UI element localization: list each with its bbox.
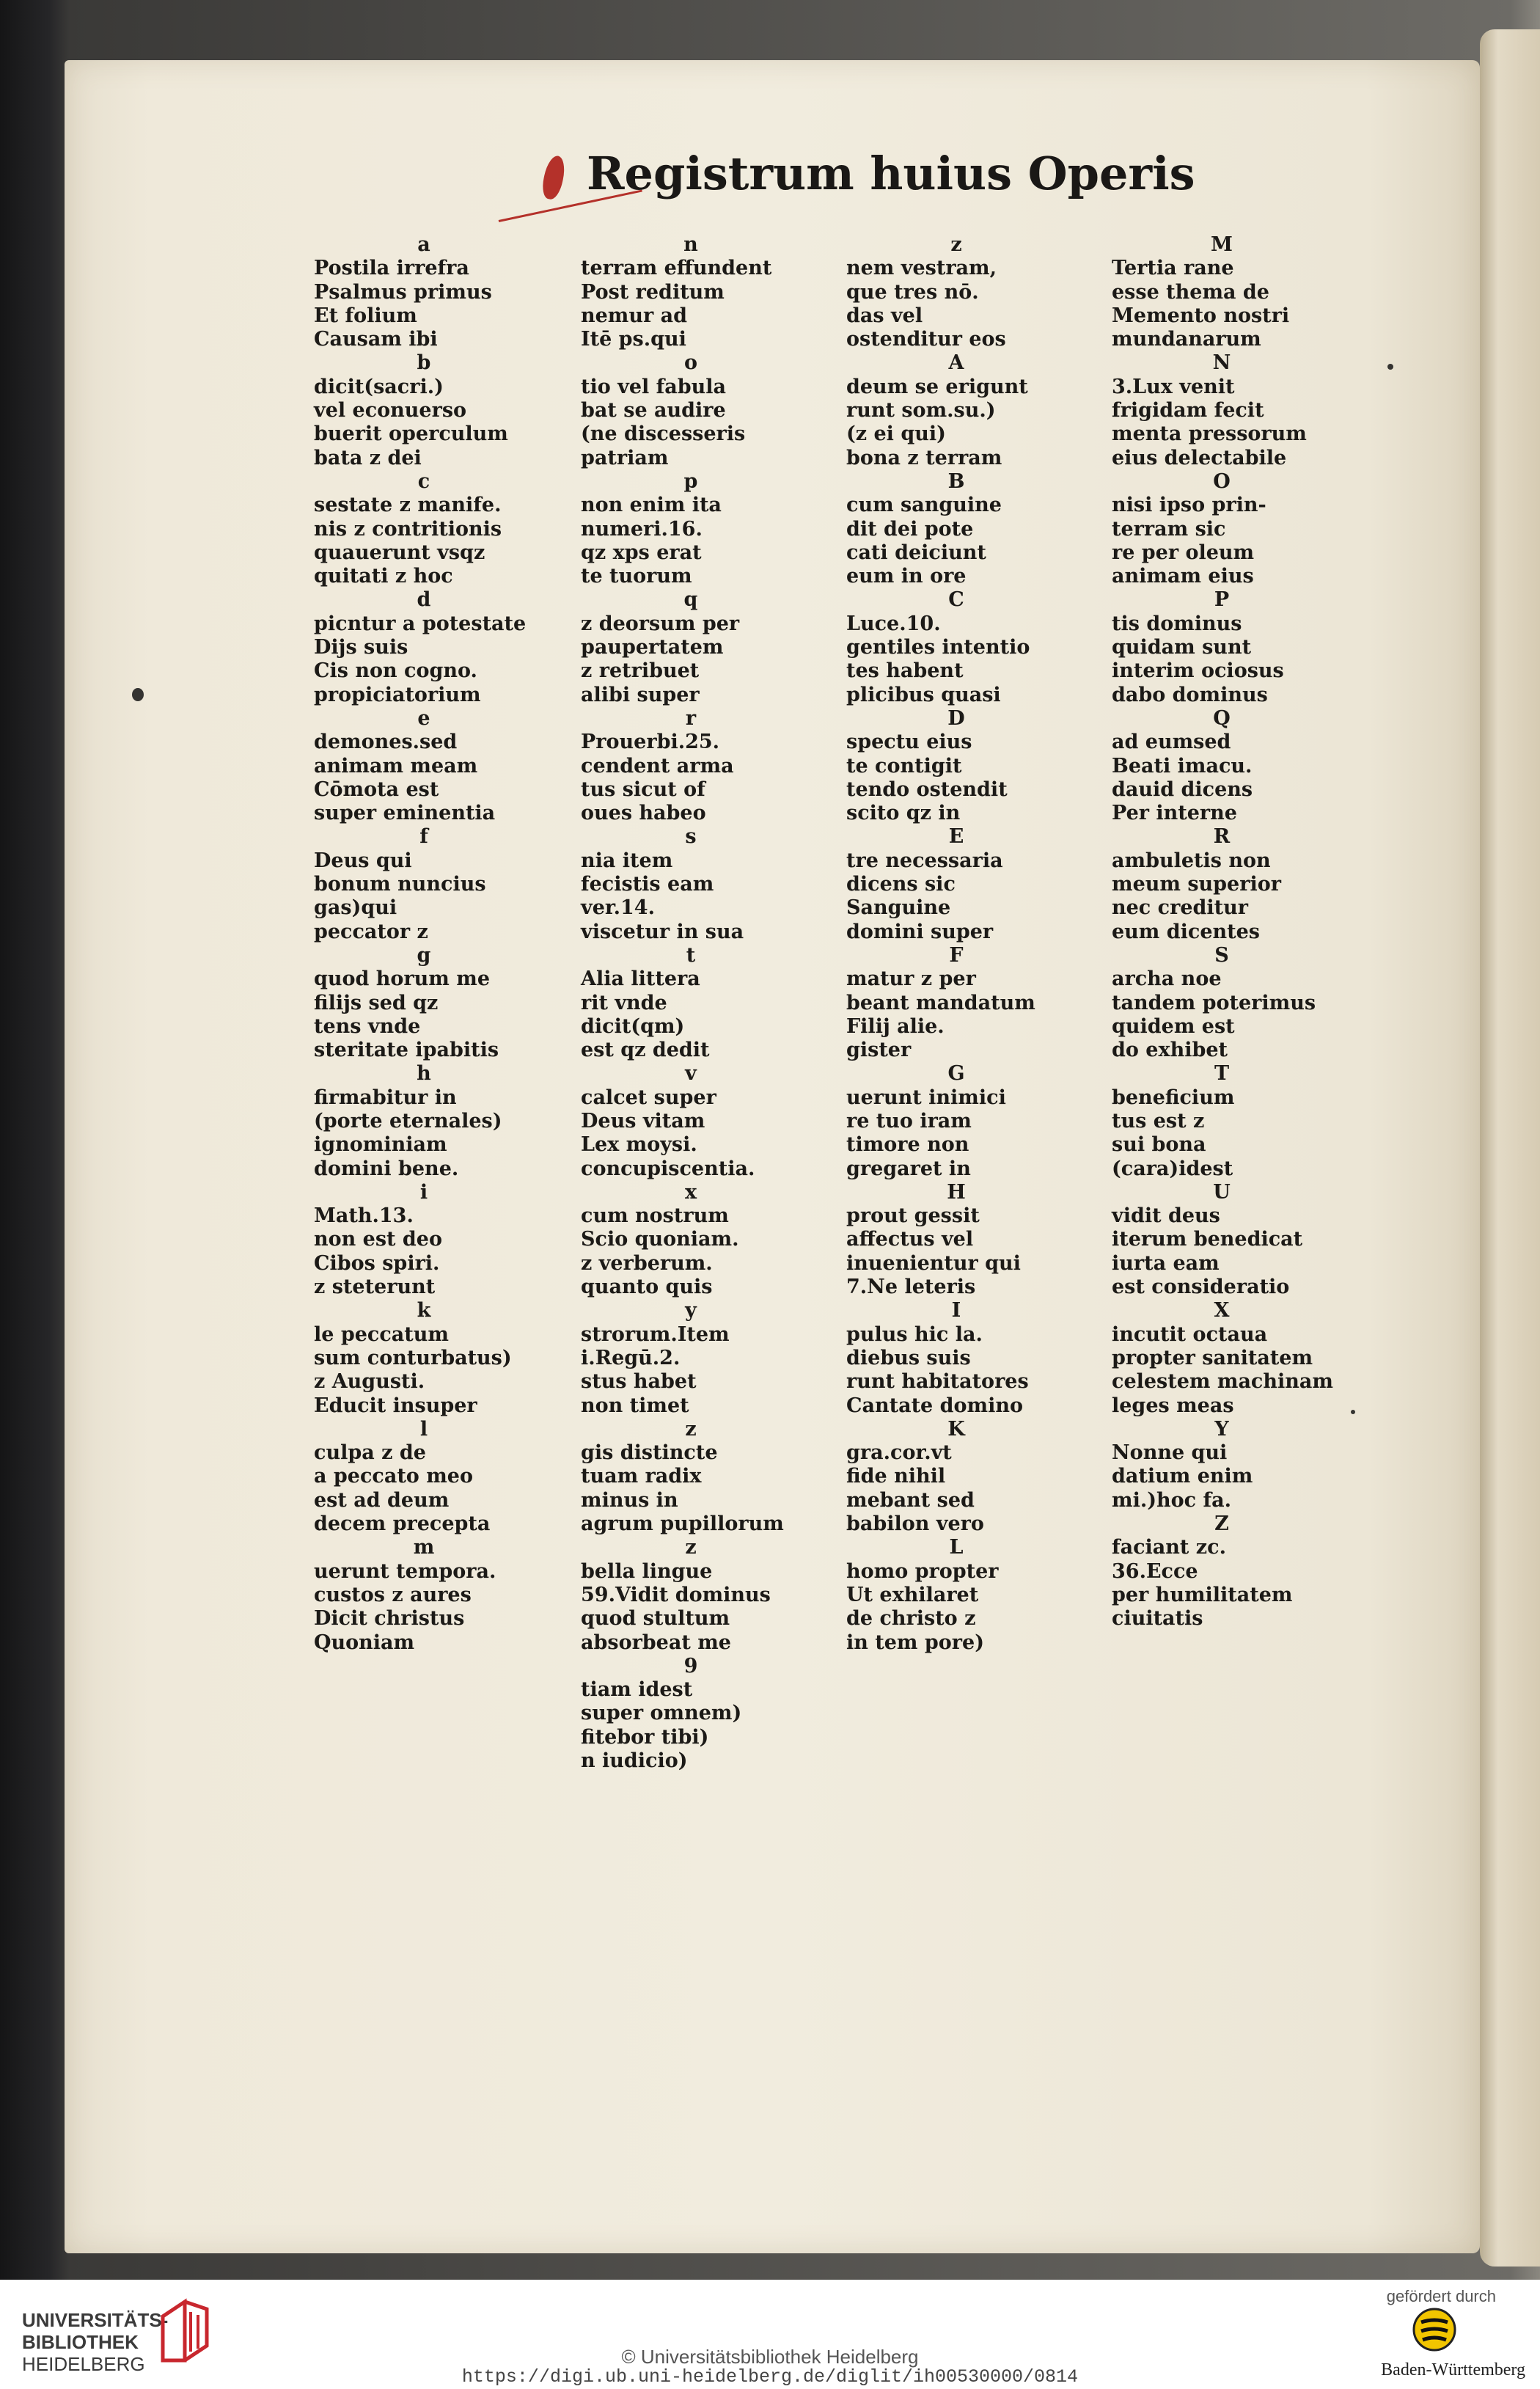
register-entry: eum in ore (846, 565, 967, 588)
register-letter: b (417, 351, 431, 375)
register-entry: cum sanguine (846, 494, 1002, 517)
register-entry: Quoniam (314, 1631, 415, 1654)
register-entry: propiciatorium (314, 683, 481, 706)
register-letter: s (685, 825, 697, 849)
register-column-4 (1112, 233, 1376, 1631)
register-entry: ostenditur eos (846, 328, 1006, 351)
register-entry: custos z aures (314, 1583, 472, 1606)
register-entry: tuam radix (581, 1465, 702, 1488)
register-entry: scito qz in (846, 802, 961, 825)
register-letter: B (947, 469, 965, 493)
register-entry: plicibus quasi (846, 683, 1001, 706)
register-entry: tes habent (846, 659, 964, 683)
register-entry: bata z dei (314, 446, 422, 469)
register-entry: ambuletis non (1112, 849, 1271, 872)
register-letter: O (1213, 469, 1231, 493)
register-entry: runt som.su.) (846, 399, 996, 422)
register-entry: tens vnde (314, 1014, 421, 1038)
register-entry: per humilitatem (1112, 1583, 1293, 1606)
register-entry: terram effundent (581, 257, 772, 280)
register-entry: peccator z (314, 920, 428, 943)
register-letter: Y (1214, 1417, 1229, 1441)
register-entry: domini bene. (314, 1157, 459, 1180)
register-entry: quauerunt vsqz (314, 541, 485, 564)
register-letter: N (1212, 351, 1231, 375)
register-entry: Educit insuper (314, 1394, 477, 1417)
register-entry: nisi ipso prin- (1112, 494, 1266, 517)
register-entry: pulus hic la. (846, 1322, 983, 1346)
viewer-footer (0, 2280, 1540, 2389)
register-entry: Sanguine (846, 896, 951, 920)
register-entry: z verberum. (581, 1251, 713, 1275)
register-entry: super omnem) (581, 1702, 742, 1725)
register-entry: leges meas (1112, 1394, 1234, 1417)
register-entry: gister (846, 1039, 912, 1062)
register-entry: te contigit (846, 754, 962, 778)
register-entry: Postila irrefra (314, 257, 469, 280)
register-letter: c (417, 469, 430, 493)
register-entry: (z ei qui) (846, 422, 946, 446)
register-entry: Lex moysi. (581, 1133, 697, 1157)
register-entry: domini super (846, 920, 994, 943)
ink-spot (132, 688, 144, 701)
library-logo-line: BIBLIOTHEK (22, 2331, 139, 2353)
register-letter: g (417, 943, 431, 967)
register-entry: quanto quis (581, 1276, 713, 1299)
register-entry: sestate z manife. (314, 494, 502, 517)
ink-spot (1387, 364, 1393, 370)
register-entry: eum dicentes (1112, 920, 1261, 943)
register-entry: est qz dedit (581, 1039, 710, 1062)
register-entry: tus sicut of (581, 778, 705, 801)
register-entry: cati deiciunt (846, 541, 986, 564)
register-letter: a (417, 233, 430, 256)
register-entry: te tuorum (581, 565, 692, 588)
register-entry: tre necessaria (846, 849, 1003, 872)
register-entry: babilon vero (846, 1512, 984, 1536)
library-logo-line: UNIVERSITÄTS- (22, 2309, 169, 2331)
register-letter: L (949, 1536, 964, 1559)
register-letter: z (685, 1536, 697, 1559)
register-entry: Per interne (1112, 802, 1237, 825)
register-entry: uerunt inimici (846, 1086, 1006, 1109)
register-entry: Causam ibi (314, 328, 438, 351)
register-letter: k (417, 1299, 431, 1322)
sponsor-name: Baden-Württemberg (1381, 2360, 1525, 2379)
register-entry: nec creditur (1112, 896, 1248, 920)
register-entry: 36.Ecce (1112, 1559, 1198, 1583)
register-letter: o (683, 351, 697, 375)
register-letter: H (947, 1180, 966, 1204)
register-entry: Deus vitam (581, 1109, 705, 1133)
register-entry: dauid dicens (1112, 778, 1253, 801)
register-entry: nis z contritionis (314, 517, 502, 541)
register-entry: Tertia rane (1112, 257, 1234, 280)
register-entry: bat se audire (581, 399, 726, 422)
register-entry: dicens sic (846, 873, 956, 896)
register-entry: re per oleum (1112, 541, 1255, 564)
register-entry: Filij alie. (846, 1014, 945, 1038)
register-entry: oues habeo (581, 802, 706, 825)
register-letter: r (685, 706, 697, 730)
register-entry: Prouerbi.25. (581, 731, 720, 754)
register-entry: archa noe (1112, 967, 1222, 991)
register-entry: strorum.Item (581, 1322, 730, 1346)
register-entry: deum se erigunt (846, 375, 1028, 398)
register-entry: faciant zc. (1112, 1536, 1226, 1559)
register-entry: Cis non cogno. (314, 659, 477, 683)
register-entry: fecistis eam (581, 873, 714, 896)
register-entry: das vel (846, 304, 923, 327)
register-entry: de christo z (846, 1607, 976, 1631)
register-entry: timore non (846, 1133, 969, 1157)
register-entry: tus est z (1112, 1109, 1205, 1133)
register-entry: nem vestram, (846, 257, 997, 280)
register-entry: bonum nuncius (314, 873, 486, 896)
register-entry: quod stultum (581, 1607, 730, 1631)
register-letter: z (950, 233, 962, 256)
register-entry: z retribuet (581, 659, 700, 683)
register-entry: quitati z hoc (314, 565, 453, 588)
register-entry: non est deo (314, 1228, 442, 1251)
register-letter: 9 (683, 1654, 698, 1678)
register-entry: quidem est (1112, 1014, 1235, 1038)
register-entry: tis dominus (1112, 612, 1242, 635)
sponsor-label: gefördert durch (1386, 2287, 1496, 2305)
register-entry: Memento nostri (1112, 304, 1290, 327)
register-entry: datium enim (1112, 1465, 1253, 1488)
register-entry: meum superior (1112, 873, 1281, 896)
register-entry: eius delectabile (1112, 446, 1287, 469)
register-letter: m (413, 1536, 435, 1559)
register-entry: i.Regū.2. (581, 1346, 681, 1369)
register-entry: ciuitatis (1112, 1607, 1203, 1631)
register-entry: stus habet (581, 1370, 697, 1394)
register-column-1 (314, 233, 578, 1655)
register-letter: C (948, 588, 964, 612)
permalink-url[interactable]: https://digi.ub.uni-heidelberg.de/diglit/ih00530000/0814 (461, 2366, 1079, 2388)
register-entry: vel econuerso (314, 399, 467, 422)
register-entry: buerit operculum (314, 422, 508, 446)
register-entry: fitebor tibi) (581, 1725, 709, 1749)
register-entry: in tem pore) (846, 1631, 984, 1654)
register-entry: minus in (581, 1488, 678, 1512)
register-entry: fide nihil (846, 1465, 946, 1488)
register-column-3 (846, 233, 1110, 1655)
register-entry: non enim ita (581, 494, 722, 517)
register-letter: U (1213, 1180, 1231, 1204)
register-entry: cum nostrum (581, 1204, 729, 1228)
register-entry: rit vnde (581, 991, 667, 1014)
register-entry: (porte eternales) (314, 1109, 502, 1133)
register-entry: Alia littera (581, 967, 700, 991)
register-letter: z (685, 1417, 697, 1441)
register-entry: runt habitatores (846, 1370, 1029, 1394)
register-entry: alibi super (581, 683, 700, 706)
register-letter: F (949, 943, 964, 967)
register-letter: d (417, 588, 431, 612)
register-letter: T (1214, 1062, 1230, 1086)
register-entry: patriam (581, 446, 669, 469)
register-entry: do exhibet (1112, 1039, 1228, 1062)
register-entry: (ne discesseris (581, 422, 746, 446)
register-entry: quod horum me (314, 967, 491, 991)
register-entry: frigidam fecit (1112, 399, 1264, 422)
register-entry: dit dei pote (846, 517, 974, 541)
register-entry: Ut exhilaret (846, 1583, 979, 1606)
register-entry: Itē ps.qui (581, 328, 686, 351)
register-entry: spectu eius (846, 731, 972, 754)
register-entry: gentiles intentio (846, 636, 1030, 659)
register-entry: cendent arma (581, 754, 734, 778)
register-entry: dicit(sacri.) (314, 375, 444, 398)
register-letter: e (417, 706, 430, 730)
register-entry: esse thema de (1112, 280, 1269, 304)
register-entry: mundanarum (1112, 328, 1261, 351)
register-entry: z deorsum per (581, 612, 740, 635)
register-letter: h (417, 1062, 431, 1086)
register-entry: est ad deum (314, 1488, 450, 1512)
register-entry: n iudicio) (581, 1749, 688, 1772)
register-letter: P (1214, 588, 1230, 612)
register-letter: Z (1214, 1512, 1229, 1536)
register-entry: Luce.10. (846, 612, 941, 635)
register-entry: agrum pupillorum (581, 1512, 784, 1536)
register-entry: Dijs suis (314, 636, 408, 659)
register-entry: matur z per (846, 967, 976, 991)
register-entry: vidit deus (1112, 1204, 1220, 1228)
register-entry: ad eumsed (1112, 731, 1231, 754)
register-entry: a peccato meo (314, 1465, 473, 1488)
register-entry: re tuo iram (846, 1109, 972, 1133)
register-letter: t (686, 943, 696, 967)
register-entry: gra.cor.vt (846, 1441, 952, 1465)
register-entry: bella lingue (581, 1559, 713, 1583)
register-entry: affectus vel (846, 1228, 974, 1251)
register-entry: que tres nō. (846, 280, 979, 304)
register-entry: nemur ad (581, 304, 688, 327)
library-logo-line: HEIDELBERG (22, 2353, 145, 2375)
register-entry: dabo dominus (1112, 683, 1268, 706)
register-letter: S (1214, 943, 1229, 967)
register-entry: culpa z de (314, 1441, 426, 1465)
register-entry: super eminentia (314, 802, 496, 825)
register-letter: p (683, 469, 698, 493)
register-entry: animam meam (314, 754, 478, 778)
register-entry: gas)qui (314, 896, 397, 920)
register-entry: interim ociosus (1112, 659, 1284, 683)
register-entry: firmabitur in (314, 1086, 457, 1109)
register-entry: Nonne qui (1112, 1441, 1228, 1465)
next-page-edge (1480, 29, 1540, 2267)
register-entry: tiam idest (581, 1678, 693, 1702)
book-cover-left (0, 0, 70, 2280)
register-entry: est consideratio (1112, 1276, 1290, 1299)
register-entry: gregaret in (846, 1157, 971, 1180)
register-entry: decem precepta (314, 1512, 491, 1536)
register-entry: absorbeat me (581, 1631, 731, 1654)
register-letter: D (947, 706, 965, 730)
register-entry: diebus suis (846, 1346, 971, 1369)
register-entry: 59.Vidit dominus (581, 1583, 771, 1606)
register-entry: paupertatem (581, 636, 724, 659)
register-entry: menta pressorum (1112, 422, 1307, 446)
register-column-2 (581, 233, 845, 1773)
register-entry: terram sic (1112, 517, 1226, 541)
register-entry: Cibos spiri. (314, 1251, 440, 1275)
register-entry: mebant sed (846, 1488, 975, 1512)
register-letter: X (1214, 1299, 1230, 1322)
page-heading: Registrum huius Operis (587, 147, 1195, 200)
register-entry: (cara)idest (1112, 1157, 1233, 1180)
register-entry: tandem poterimus (1112, 991, 1316, 1014)
register-letter: M (1211, 233, 1233, 256)
register-entry: sui bona (1112, 1133, 1206, 1157)
register-entry: Psalmus primus (314, 280, 492, 304)
register-letter: f (419, 825, 428, 849)
register-entry: non timet (581, 1394, 689, 1417)
register-entry: inuenientur qui (846, 1251, 1021, 1275)
register-letter: K (947, 1417, 965, 1441)
register-entry: z Augusti. (314, 1370, 425, 1394)
register-entry: iterum benedicat (1112, 1228, 1303, 1251)
register-entry: ignominiam (314, 1133, 447, 1157)
register-letter: I (951, 1299, 961, 1322)
register-entry: Dicit christus (314, 1607, 465, 1631)
register-entry: dicit(qm) (581, 1014, 685, 1038)
register-letter: n (683, 233, 698, 256)
register-entry: tio vel fabula (581, 375, 727, 398)
register-entry: iurta eam (1112, 1251, 1220, 1275)
register-entry: z steterunt (314, 1276, 436, 1299)
copyright-notice: © Universitätsbibliothek Heidelberg (621, 2346, 919, 2368)
register-letter: i (419, 1180, 428, 1204)
register-letter: x (684, 1180, 697, 1204)
register-entry: propter sanitatem (1112, 1346, 1313, 1369)
register-entry: ver.14. (581, 896, 655, 920)
register-letter: v (685, 1062, 697, 1086)
register-entry: homo propter (846, 1559, 999, 1583)
register-letter: G (947, 1062, 965, 1086)
register-entry: filijs sed qz (314, 991, 439, 1014)
register-entry: calcet super (581, 1086, 716, 1109)
register-entry: quidam sunt (1112, 636, 1252, 659)
register-letter: l (419, 1417, 428, 1441)
register-letter: Q (1213, 706, 1231, 730)
register-entry: concupiscentia. (581, 1157, 755, 1180)
register-entry: demones.sed (314, 731, 458, 754)
register-entry: Deus qui (314, 849, 412, 872)
register-entry: beant mandatum (846, 991, 1035, 1014)
register-entry: Scio quoniam. (581, 1228, 739, 1251)
register-letter: q (683, 588, 698, 612)
register-entry: Math.13. (314, 1204, 414, 1228)
register-entry: gis distincte (581, 1441, 718, 1465)
register-entry: steritate ipabitis (314, 1039, 499, 1062)
register-entry: numeri.16. (581, 517, 703, 541)
register-entry: le peccatum (314, 1322, 449, 1346)
register-letter: R (1213, 825, 1231, 849)
register-letter: E (948, 825, 964, 849)
register-entry: Et folium (314, 304, 417, 327)
register-entry: animam eius (1112, 565, 1254, 588)
register-entry: 3.Lux venit (1112, 375, 1235, 398)
register-entry: tendo ostendit (846, 778, 1008, 801)
register-entry: qz xps erat (581, 541, 702, 564)
register-entry: mi.)hoc fa. (1112, 1488, 1231, 1512)
register-entry: sum conturbatus) (314, 1346, 512, 1369)
register-entry: Post reditum (581, 280, 725, 304)
register-entry: 7.Ne leteris (846, 1276, 976, 1299)
register-letter: A (948, 351, 964, 375)
register-entry: bona z terram (846, 446, 1002, 469)
register-entry: prout gessit (846, 1204, 980, 1228)
register-entry: picntur a potestate (314, 612, 527, 635)
register-entry: incutit octaua (1112, 1322, 1268, 1346)
register-entry: viscetur in sua (581, 920, 744, 943)
register-letter: y (685, 1299, 697, 1322)
register-entry: Beati imacu. (1112, 754, 1253, 778)
register-entry: Cōmota est (314, 778, 439, 801)
register-entry: celestem machinam (1112, 1370, 1333, 1394)
register-entry: beneficium (1112, 1086, 1235, 1109)
register-entry: uerunt tempora. (314, 1559, 496, 1583)
baden-wuerttemberg-emblem-icon (1411, 2306, 1458, 2353)
register-entry: nia item (581, 849, 673, 872)
register-entry: Cantate domino (846, 1394, 1023, 1417)
